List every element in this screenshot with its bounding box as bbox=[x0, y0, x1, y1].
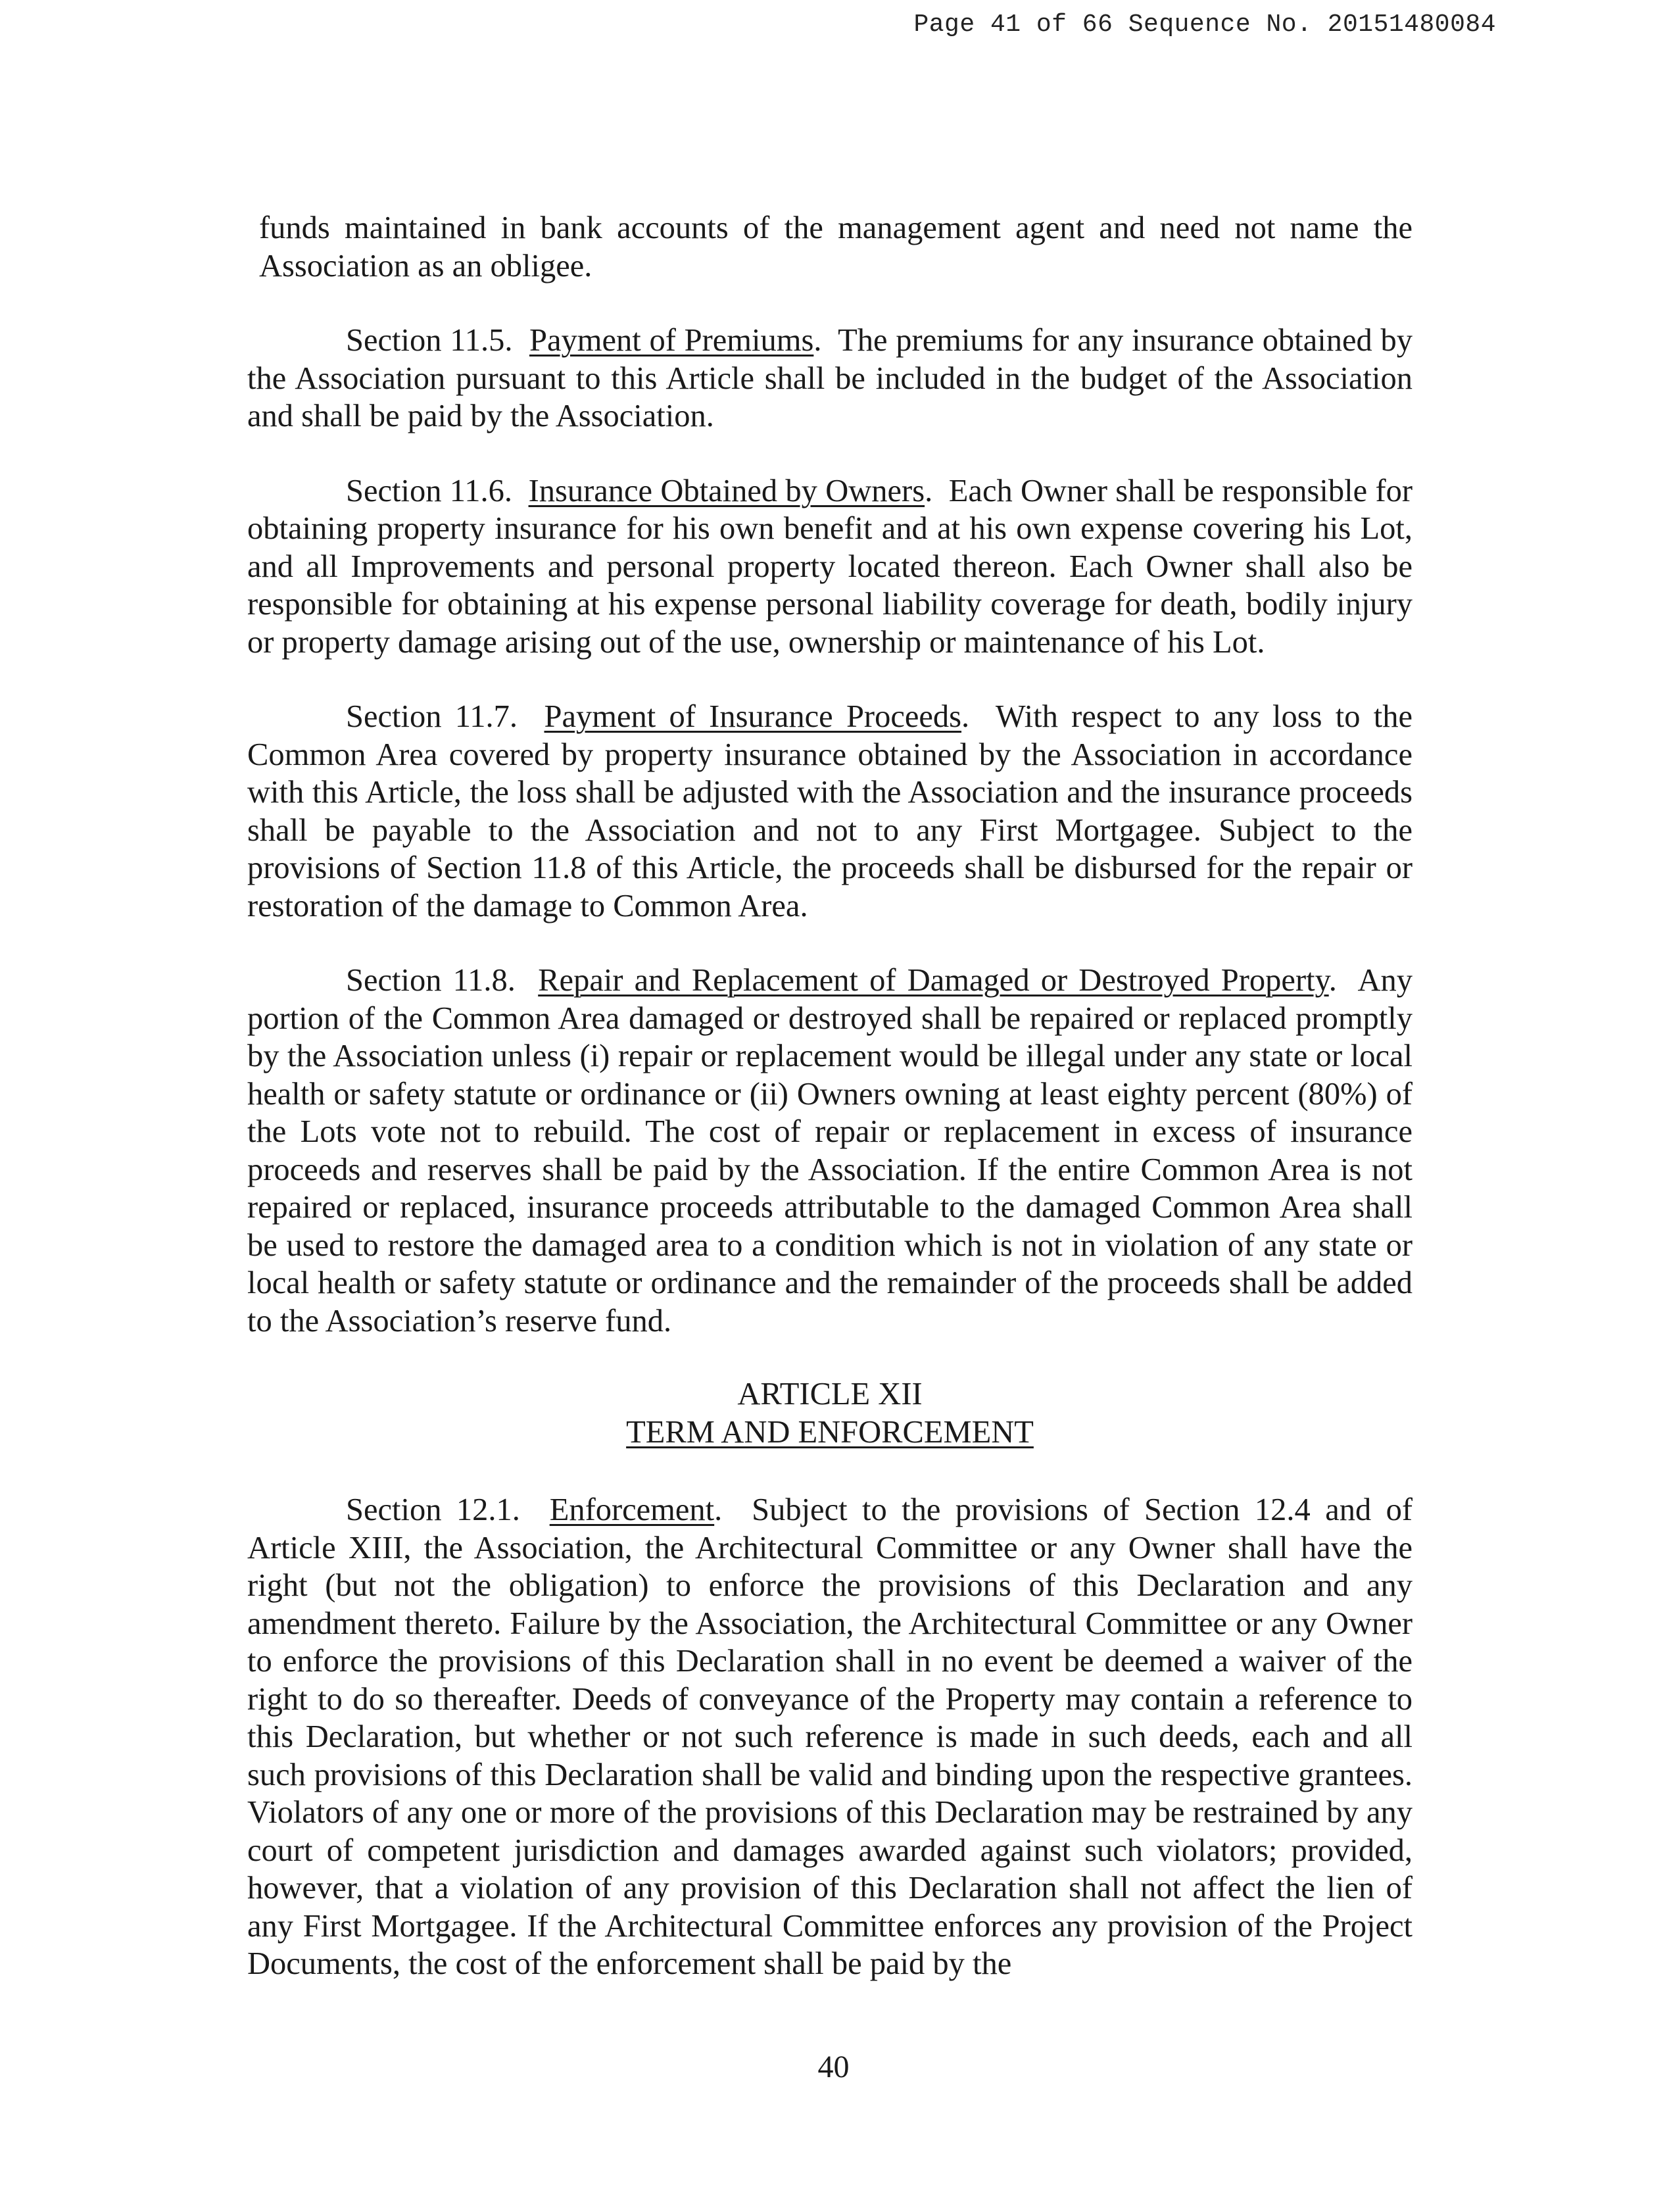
section-12-1: Section 12.1. Enforcement. Subject to the provisions of Section 12.4 and of Article XIII, the Association, the Architectural Committee or any Owner shall have the right (but not the obligation) to enforce the provisions of this Declaration and any amendment thereto. Failure by the Association, the Architectural Committee or any Owner to enforce the provisions of this Declaration shall in no event be deemed a waiver of the right to do so thereafter. Deeds of conveyance of the Property may contain a reference to this Declaration, but whether or not such reference is made in such deeds, each and all such provisions of this Declaration shall be valid and binding upon the respective grantees. Violators of any one or more of the provisions of this Declaration may be restrained by any court of competent jurisdiction and damages awarded against such violators; provided, however, that a violation of any provision of this Declaration shall not affect the lien of any First Mortgagee. If the Architectural Committee enforces any provision of the Project Documents, the cost of the enforcement shall be paid by the bbox=[247, 1492, 1413, 1981]
section-11-5-title: Payment of Premiums bbox=[529, 323, 814, 358]
section-12-1-body: Subject to the provisions of Section 12.4 and of Article XIII, the Association, the Architectural Committee or any Owner shall have the right (but not the obligation) to enforce the provisions of this Declaration and any amendment thereto. Failure by the Association, the Architectural Committee or any Owner to enforce the provisions of this Declaration shall in no event be deemed a waiver of the right to do so thereafter. Deeds of conveyance of the Property may contain a reference to this Declaration, but whether or not such reference is made in such deeds, each and all such provisions of this Declaration shall be valid and binding upon the respective grantees. Violators of any one or more of the provisions of this Declaration may be restrained by any court of competent jurisdiction and damages awarded against such violators; provided, however, that a violation of any provision of this Declaration shall not affect the lien of any First Mortgagee. If the Architectural Committee enforces any provision of the Project Documents, the cost of the enforcement shall be paid by the bbox=[247, 1492, 1413, 1981]
page-sequence-header: Page 41 of 66 Sequence No. 20151480084 bbox=[913, 11, 1496, 39]
section-11-8-body: Any portion of the Common Area damaged or destroyed shall be repaired or replaced promptly by the Association unless (i) repair or replacement would be illegal under any state or local health or safety statute or ordinance or (ii) Owners owning at least eighty percent (80%) of the Lots vote not to rebuild. The cost of repair or replacement in excess of insurance proceeds and reserves shall be paid by the Association. If the entire Common Area is not repaired or replaced, insurance proceeds attributable to the damaged Common Area shall be used to restore the damaged area to a condition which is not in violation of any state or local health or safety statute or ordinance and the remainder of the proceeds shall be added to the Association’s reserve fund. bbox=[247, 963, 1413, 1339]
article-label: ARTICLE XII bbox=[737, 1377, 923, 1412]
section-12-1-number: Section 12.1. bbox=[346, 1492, 520, 1527]
section-11-6-title: Insurance Obtained by Owners bbox=[528, 473, 925, 508]
section-11-5-number: Section 11.5. bbox=[346, 323, 513, 358]
section-11-6: Section 11.6. Insurance Obtained by Owners. Each Owner shall be responsible for obtaining property insurance for his own benefit and at his own expense covering his Lot, and all Improvements and personal property located thereon. Each Owner shall also be responsible for obtaining at his expense personal liability coverage for death, bodily injury or property damage arising out of the use, ownership or maintenance of his Lot. bbox=[247, 473, 1413, 660]
section-11-5: Section 11.5. Payment of Premiums. The premiums for any insurance obtained by the Association pursuant to this Article shall be included in the budget of the Association and shall be paid by the Association. bbox=[247, 323, 1413, 433]
section-11-6-number: Section 11.6. bbox=[346, 473, 512, 508]
continuation-paragraph: funds maintained in bank accounts of the management agent and need not name the Association as an obligee. bbox=[259, 210, 1413, 283]
section-12-1-title: Enforcement bbox=[549, 1492, 715, 1527]
section-11-8: Section 11.8. Repair and Replacement of Damaged or Destroyed Property. Any portion of the Common Area damaged or destroyed shall be repaired or replaced promptly by the Association unless (i) repair or replacement would be illegal under any state or local health or safety statute or ordinance or (ii) Owners owning at least eighty percent (80%) of the Lots vote not to rebuild. The cost of repair or replacement in excess of insurance proceeds and reserves shall be paid by the Association. If the entire Common Area is not repaired or replaced, insurance proceeds attributable to the damaged Common Area shall be used to restore the damaged area to a condition which is not in violation of any state or local health or safety statute or ordinance and the remainder of the proceeds shall be added to the Association’s reserve fund. bbox=[247, 963, 1413, 1339]
article-title: TERM AND ENFORCEMENT bbox=[626, 1415, 1034, 1450]
section-11-7-body: With respect to any loss to the Common Area covered by property insurance obtained by the Association in accordance with this Article, the loss shall be adjusted with the Association and the insurance proceeds shall be payable to the Association and not to any First Mortgagee. Subject to the provisions of Section 11.8 of this Article, the proceeds shall be disbursed for the repair or restoration of the damage to Common Area. bbox=[247, 699, 1413, 923]
section-11-7: Section 11.7. Payment of Insurance Proceeds. With respect to any loss to the Common Area covered by property insurance obtained by the Association in accordance with this Article, the loss shall be adjusted with the Association and the insurance proceeds shall be payable to the Association and not to any First Mortgagee. Subject to the provisions of Section 11.8 of this Article, the proceeds shall be disbursed for the repair or restoration of the damage to Common Area. bbox=[247, 699, 1413, 923]
section-11-7-title: Payment of Insurance Proceeds bbox=[544, 699, 962, 734]
section-11-8-number: Section 11.8. bbox=[346, 963, 516, 998]
section-11-6-body: Each Owner shall be responsible for obtaining property insurance for his own benefit and at his own expense covering his Lot, and all Improvements and personal property located thereon. Each Owner shall also be responsible for obtaining at his expense personal liability coverage for death, bodily injury or property damage arising out of the use, ownership or maintenance of his Lot. bbox=[247, 473, 1413, 660]
section-11-7-number: Section 11.7. bbox=[346, 699, 518, 734]
section-11-5-body: The premiums for any insurance obtained by the Association pursuant to this Article shall be included in the budget of the Association and shall be paid by the Association. bbox=[247, 323, 1413, 433]
section-11-8-title: Repair and Replacement of Damaged or Destroyed Property bbox=[538, 963, 1329, 998]
document-body bbox=[247, 209, 1413, 2020]
article-heading bbox=[247, 1375, 1413, 1452]
page-number: 40 bbox=[817, 2050, 850, 2084]
